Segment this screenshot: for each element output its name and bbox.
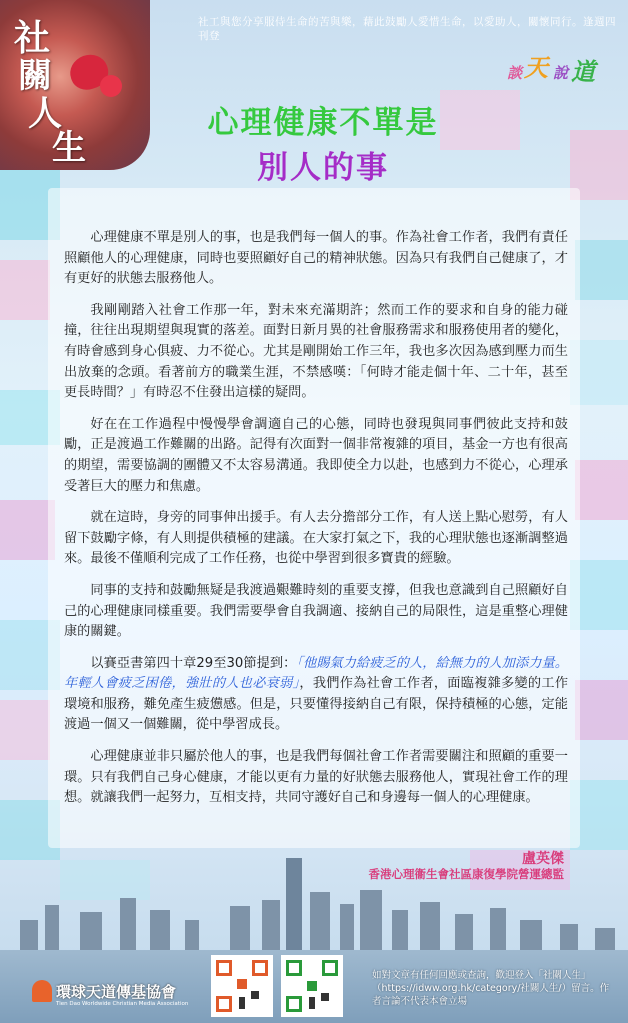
headline-line-1: 心理健康不單是	[207, 105, 439, 141]
headline-line-2: 別人的事	[257, 150, 389, 186]
paragraph-5: 同事的支持和鼓勵無疑是我渡過艱難時刻的重要支撐，但我也意識到自己照顧好自己的心理健康同樣重要。我們需要學會自我調適、接納自己的局限性，這是重整心理健康的關鍵。	[64, 582, 568, 640]
paragraph-4: 就在這時，身旁的同事伸出援手。有人去分擔部分工作，有人送上點心慰勞，有人留下鼓勵字條，有人則提供積極的建議。在大家打氣之下，我的心理狀態也逐漸調整過來。最後不僅順利完成了工作任務，也從中學習到很多寶貴的經驗。	[64, 510, 568, 567]
qr-code-icon[interactable]	[211, 955, 273, 1017]
paragraph-3: 好在在工作過程中慢慢學會調適自己的心態，同時也發現與同事們彼此支持和鼓勵，正是渡過工作難關的出路。記得有次面對一個非常複雜的項目，基金一方也有很高的期望，需要協調的團體又不太容易溝通。我即使全力以赴，也感到力不從心，心理承受著巨大的壓力和焦慮。	[64, 416, 568, 494]
paragraph-2: 我剛剛踏入社會工作那一年，對未來充滿期許；然而工作的要求和自身的能力碰撞，往往出現期望與現實的落差。面對日新月異的社會服務需求和服務使用者的變化，有時會感到身心俱疲、力不從心。尤其是剛開始工作三年，我也多次因為感到壓力而生出放棄的念頭。看著前方的職業生涯，不禁感嘆：「何時才能走個十年、二十年，甚至更長時間？」有時忍不住發出這樣的疑問。	[64, 302, 568, 401]
scripture-reflection: ，我們作為社會工作者，面臨複雜多變的工作環境和服務，難免產生疲憊感。但是，只要懂得接納自己有限，保持積極的心態，定能渡過一個又一個難關，從中學習成長。	[64, 676, 569, 733]
scripture-intro: 以賽亞書第四十章29至30節提到：	[90, 655, 297, 671]
logo-char-1: 社	[14, 17, 51, 59]
heart-icon	[100, 75, 122, 97]
author-name: 盧英傑	[522, 851, 564, 867]
column-badge	[507, 48, 617, 88]
footer-notice: 如對文章有任何回應或查詢，歡迎登入「社關人生」（https://idww.org.hk/category/社關人生/）留言。作者言論不代表本會立場	[372, 970, 610, 1007]
scripture-quote: 「他賜氣力給疲乏的人，給無力的人加添力量。年輕人會疲乏困倦，強壯的人也必衰弱」	[64, 655, 568, 692]
badge-char: 道	[571, 57, 595, 86]
organization-name: 環球天道傳基協會	[56, 983, 177, 1001]
qr-code-icon[interactable]	[281, 955, 343, 1017]
logo-char-3: 人	[28, 94, 62, 134]
logo-char-4: 生	[52, 128, 86, 168]
organization-logo-icon	[32, 980, 52, 1002]
paragraph-7: 心理健康並非只屬於他人的事，也是我們每個社會工作者需要關注和照顧的重要一環。只有我們自己身心健康，才能以更有力量的好狀態去服務他人，實現社會工作的理想。就讓我們一起努力，互相支持，共同守護好自己和身邊每一個人的心理健康。	[64, 749, 568, 806]
article-body	[64, 228, 568, 820]
paragraph-1: 心理健康不單是別人的事，也是我們每一個人的事。作為社會工作者，我們有責任照顧他人的心理健康，同時也要照顧好自己的精神狀態。因為只有我們自己健康了，才有更好的狀態去服務他人。	[64, 230, 568, 287]
author-affiliation: 香港心理衞生會社區康復學院營運總監	[368, 867, 564, 881]
paragraph-6	[64, 654, 568, 736]
column-tagline: 社工與您分享服侍生命的苦與樂，藉此鼓勵人愛惜生命，以愛助人，關懷同行。逢週四刊登	[198, 16, 616, 42]
organization-english-name: Tien Dao Worldwide Christian Media Association	[56, 1001, 189, 1007]
badge-char: 談	[507, 64, 523, 82]
badge-char: 說	[553, 64, 569, 82]
badge-char: 天	[524, 53, 548, 82]
logo-char-2: 關	[18, 56, 52, 96]
